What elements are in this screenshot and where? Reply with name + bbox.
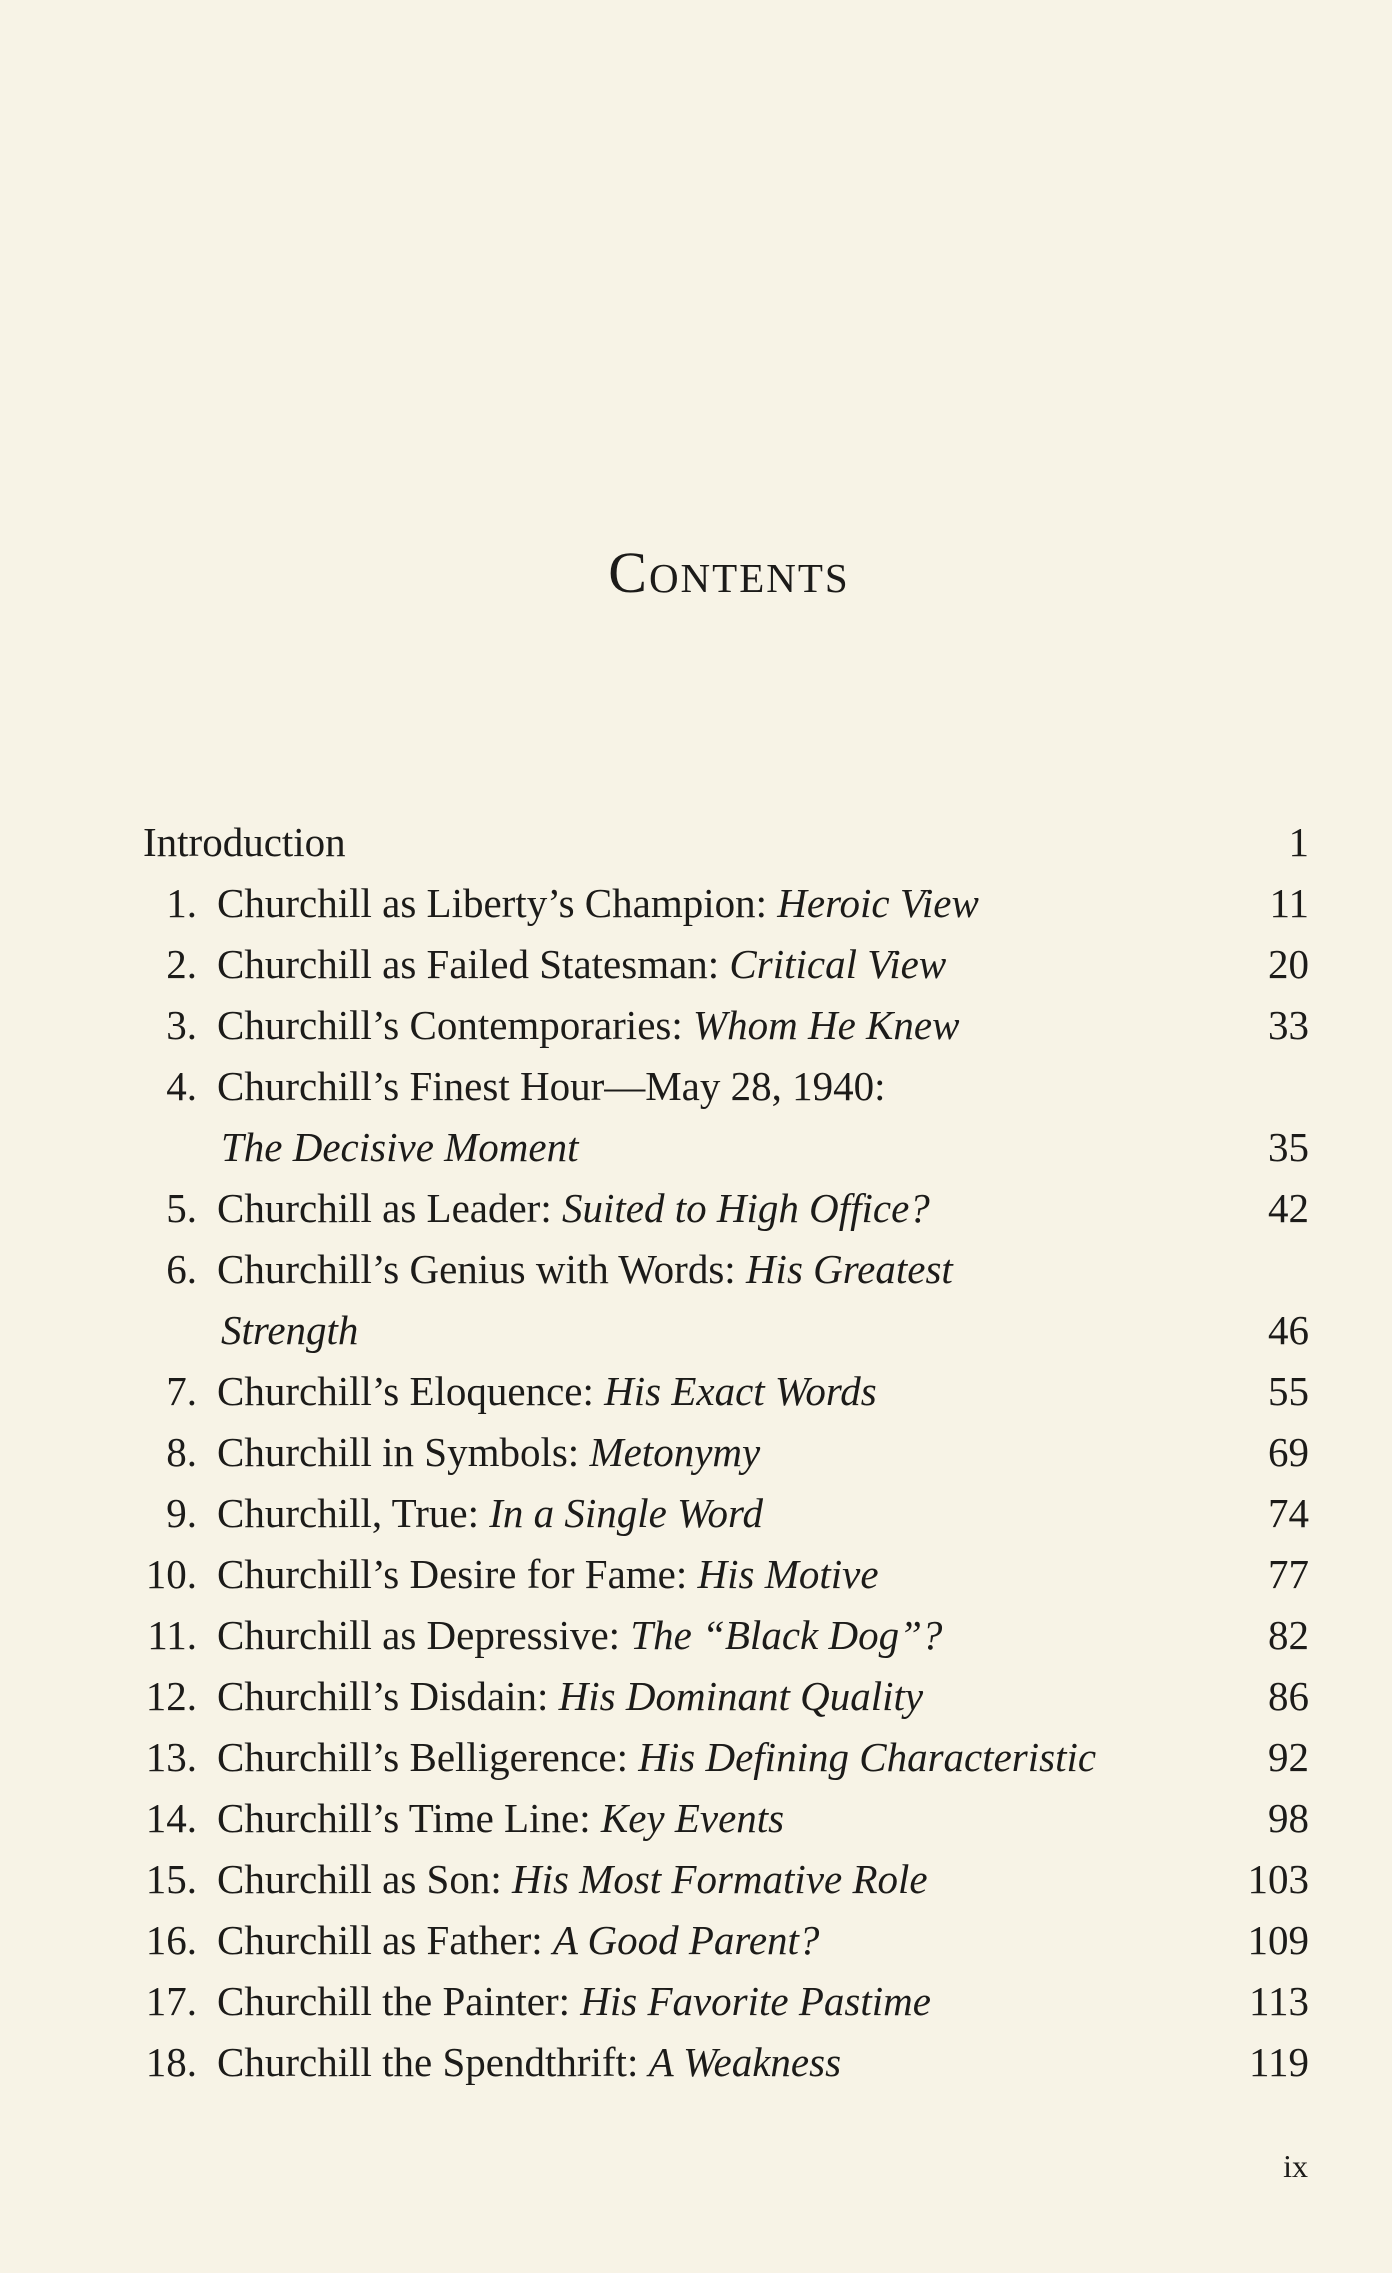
toc-entry-page: 11 [1269,880,1309,926]
toc-entry-number: 7. [166,1368,197,1414]
toc-entry-page: 55 [1268,1368,1309,1414]
toc-entry-page: 98 [1268,1795,1309,1841]
toc-entry-7[interactable] [143,1361,1309,1422]
toc-entry-page: 46 [1268,1307,1309,1353]
toc-entry-page: 86 [1268,1673,1309,1719]
toc-entry-number: 1. [166,880,197,926]
toc-entry-subtitle: Critical View [729,941,947,987]
toc-entry-number: 10. [145,1551,197,1597]
toc-entry-title: Churchill’s Belligerence: [217,1734,639,1780]
page-title: Contents [608,539,850,605]
toc-entry-introduction[interactable] [143,812,1309,873]
toc-entry-number: 9. [166,1490,197,1536]
toc-entry-subtitle: The Decisive Moment [221,1124,579,1170]
toc-entry-number: 15. [145,1856,197,1902]
toc-entry-page: 1 [1288,819,1309,865]
toc-entry-13[interactable] [143,1727,1309,1788]
toc-entry-number: 6. [166,1246,197,1292]
toc-entry-subtitle: His Exact Words [604,1368,877,1414]
toc-entry-title: Churchill as Depressive: [217,1612,631,1658]
toc-entry-3[interactable] [143,995,1309,1056]
toc-entry-14[interactable] [143,1788,1309,1849]
toc-entry-page: 82 [1268,1612,1309,1658]
toc-entry-number: 11. [147,1612,197,1658]
toc-entry-title: Churchill the Painter: [217,1978,581,2024]
toc-entry-5[interactable] [143,1178,1309,1239]
toc-entry-subtitle: Metonymy [589,1429,761,1475]
toc-entry-number: 13. [145,1734,197,1780]
toc-entry-title: Churchill’s Genius with Words: [217,1246,746,1292]
toc-entry-2[interactable] [143,934,1309,995]
toc-entry-number: 12. [145,1673,197,1719]
toc-entry-number: 17. [145,1978,197,2024]
toc-entry-title: Churchill as Father: [217,1917,553,1963]
toc-entry-subtitle: His Dominant Quality [558,1673,924,1719]
toc-entry-subtitle: A Good Parent? [552,1917,820,1963]
toc-entry-title: Churchill, True: [217,1490,490,1536]
toc-entry-page: 119 [1249,2039,1309,2085]
toc-entry-subtitle: His Most Formative Role [511,1856,928,1902]
toc-entry-title: Churchill as Son: [217,1856,512,1902]
toc-entry-page: 74 [1268,1490,1309,1536]
toc-entry-subtitle: In a Single Word [489,1490,763,1536]
toc-entry-15[interactable] [143,1849,1309,1910]
toc-entry-title: Churchill as Leader: [217,1185,562,1231]
toc-entry-page: 109 [1247,1917,1309,1963]
toc-entry-subtitle: Key Events [600,1795,785,1841]
toc-entry-page: 42 [1268,1185,1309,1231]
toc-entry-page: 20 [1268,941,1309,987]
toc-entry-page: 77 [1268,1551,1309,1597]
toc-entry-number: 18. [145,2039,197,2085]
table-of-contents [143,812,1309,2093]
toc-entry-page: 113 [1249,1978,1309,2024]
toc-entry-title: Introduction [143,819,346,865]
toc-entry-12[interactable] [143,1666,1309,1727]
toc-entry-title: Churchill as Liberty’s Champion: [217,880,778,926]
toc-entry-page: 33 [1268,1002,1309,1048]
toc-entry-page: 69 [1268,1429,1309,1475]
toc-entry-title: Churchill’s Eloquence: [217,1368,605,1414]
toc-entry-subtitle: His Motive [697,1551,879,1597]
toc-entry-number: 14. [145,1795,197,1841]
toc-entry-number: 16. [145,1917,197,1963]
toc-entry-number: 5. [166,1185,197,1231]
toc-entry-subtitle: A Weakness [648,2039,842,2085]
toc-entry-1[interactable] [143,873,1309,934]
toc-entry-subtitle: Heroic View [777,880,979,926]
toc-entry-title: Churchill’s Time Line: [217,1795,601,1841]
toc-entry-11[interactable] [143,1605,1309,1666]
toc-entry-title: Churchill’s Disdain: [217,1673,559,1719]
toc-entry-subtitle: His Defining Characteristic [638,1734,1097,1780]
toc-entry-title: Churchill’s Finest Hour—May 28, 1940: [217,1063,886,1109]
toc-entry-10[interactable] [143,1544,1309,1605]
toc-entry-17[interactable] [143,1971,1309,2032]
toc-entry-title: Churchill’s Desire for Fame: [217,1551,698,1597]
toc-entry-16[interactable] [143,1910,1309,1971]
toc-entry-page: 35 [1268,1124,1309,1170]
toc-entry-subtitle: The “Black Dog”? [630,1612,943,1658]
toc-entry-subtitle: Whom He Knew [692,1002,960,1048]
toc-entry-number: 4. [166,1063,197,1109]
toc-entry-page: 103 [1247,1856,1309,1902]
toc-entry-number: 8. [166,1429,197,1475]
toc-entry-title: Churchill the Spendthrift: [217,2039,649,2085]
toc-entry-subtitle-continued: Strength [221,1307,359,1353]
toc-entry-number: 3. [166,1002,197,1048]
toc-entry-subtitle: Suited to High Office? [561,1185,930,1231]
toc-entry-8[interactable] [143,1422,1309,1483]
toc-entry-6[interactable] [143,1239,1309,1361]
toc-entry-subtitle: His Favorite Pastime [580,1978,931,2024]
toc-entry-title: Churchill’s Contemporaries: [217,1002,693,1048]
toc-entry-number: 2. [166,941,197,987]
toc-entry-title: Churchill as Failed Statesman: [217,941,730,987]
page-number-folio: ix [1283,2148,1308,2184]
toc-entry-9[interactable] [143,1483,1309,1544]
toc-entry-18[interactable] [143,2032,1309,2093]
toc-entry-4[interactable] [143,1056,1309,1178]
toc-entry-page: 92 [1268,1734,1309,1780]
toc-entry-title: Churchill in Symbols: [217,1429,590,1475]
toc-entry-subtitle: His Greatest [745,1246,953,1292]
